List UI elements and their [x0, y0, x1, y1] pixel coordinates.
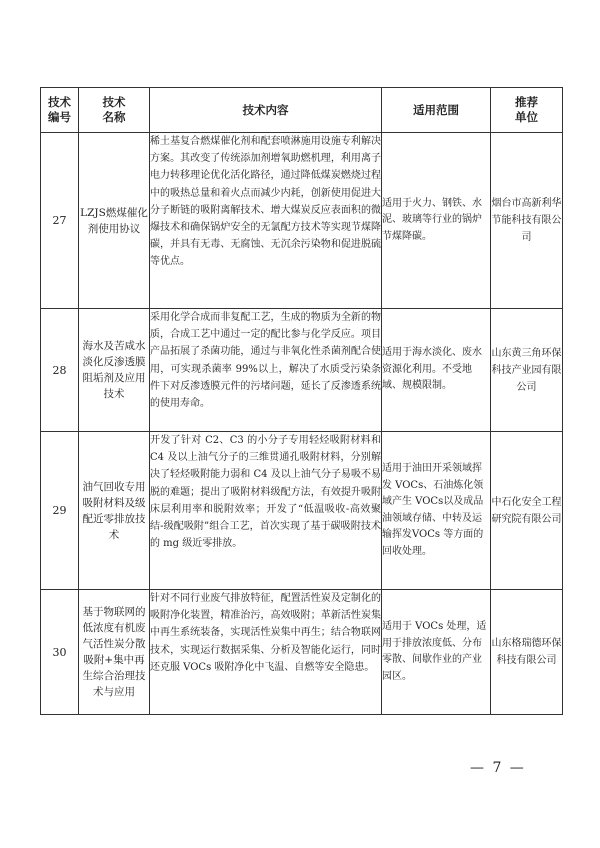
table-row: [41, 432, 563, 590]
row-code: 28: [41, 309, 79, 432]
table-header-row: [41, 88, 563, 133]
table-row: [41, 590, 563, 715]
table-row: [41, 133, 563, 309]
row-tech-content: 开发了针对 C2、C3 的小分子专用轻烃吸附材料和 C4 及以上油气分子的三维贯通孔吸附材料，分别解决了轻烃吸附能力弱和 C4 及以上油气分子易吸不易脱的难题；提出了吸附材料级配方法，有效提升吸附床层利用率和脱附效率；开发了“低温吸收-高效聚结-级配吸附”组合工艺，首次实现了基于碳吸附技术的 mg 级近零排放。: [150, 432, 382, 590]
row-code: 29: [41, 432, 79, 590]
header-name: 技术名称: [79, 88, 150, 133]
page-number: — 7 —: [470, 760, 526, 776]
row-tech-name: 油气回收专用吸附材料及级配近零排放技术: [79, 432, 150, 590]
row-unit: 山东黄三角环保科技产业园有限公司: [491, 309, 563, 432]
row-scope: 适用于 VOCs 处理，适用于排放浓度低、分布零散、间歇作业的产业园区。: [382, 590, 491, 715]
row-unit: 烟台市高新利华节能科技有限公司: [491, 133, 563, 309]
table-row: [41, 309, 563, 432]
header-content: 技术内容: [150, 88, 382, 133]
row-code: 30: [41, 590, 79, 715]
row-tech-name: 海水及苦咸水淡化反渗透膜阻垢剂及应用技术: [79, 309, 150, 432]
row-tech-name: 基于物联网的低浓度有机废气活性炭分散吸附+集中再生综合治理技术与应用: [79, 590, 150, 715]
technology-table: [40, 87, 563, 715]
row-tech-name: LZJS燃煤催化剂使用协议: [79, 133, 150, 309]
row-scope: 适用于火力、钢铁、水泥、玻璃等行业的锅炉节煤降碳。: [382, 133, 491, 309]
row-scope: 适用于油田开采领域挥发 VOCs、石油炼化领域产生 VOCs以及成品油领域存储、中转及运输挥发VOCs 等方面的回收处理。: [382, 432, 491, 590]
header-unit: 推荐单位: [491, 88, 563, 133]
header-code: 技术编号: [41, 88, 79, 133]
header-scope: 适用范围: [382, 88, 491, 133]
row-unit: 山东格瑞德环保科技有限公司: [491, 590, 563, 715]
row-tech-content: 稀土基复合燃煤催化剂和配套喷淋施用设施专利解决方案。其改变了传统添加剂增氧助燃机理，利用离子电力转移理论优化活化路径，通过降低煤炭燃烧过程中的吸热总量和着火点而减少内耗，创新使用促进大分子断链的吸附离解技术、增大煤炭反应表面积的微爆技术和确保锅炉安全的无氯配方技术等实现节煤降碳，并具有无毒、无腐蚀、无沉余污染物和促进脱硫等优点。: [150, 133, 382, 309]
row-code: 27: [41, 133, 79, 309]
row-tech-content: 采用化学合成而非复配工艺，生成的物质为全新的物质，合成工艺中通过一定的配比参与化学反应。项目产品拓展了杀菌功能，通过与非氧化性杀菌剂配合使用，可实现杀菌率 99%以上，解决了水质受污染条件下对反渗透膜元件的污堵问题，延长了反渗透系统的使用寿命。: [150, 309, 382, 432]
row-unit: 中石化安全工程研究院有限公司: [491, 432, 563, 590]
row-scope: 适用于海水淡化、废水资源化利用。不受地域、规模限制。: [382, 309, 491, 432]
row-tech-content: 针对不同行业废气排放特征，配置活性炭及定制化的吸附净化装置，精准治污，高效吸附；革新活性炭集中再生系统装备，实现活性炭集中再生；结合物联网技术，实现运行数据采集、分析及智能化运行，同时还克服 VOCs 吸附净化中飞温、自燃等安全隐患。: [150, 590, 382, 715]
